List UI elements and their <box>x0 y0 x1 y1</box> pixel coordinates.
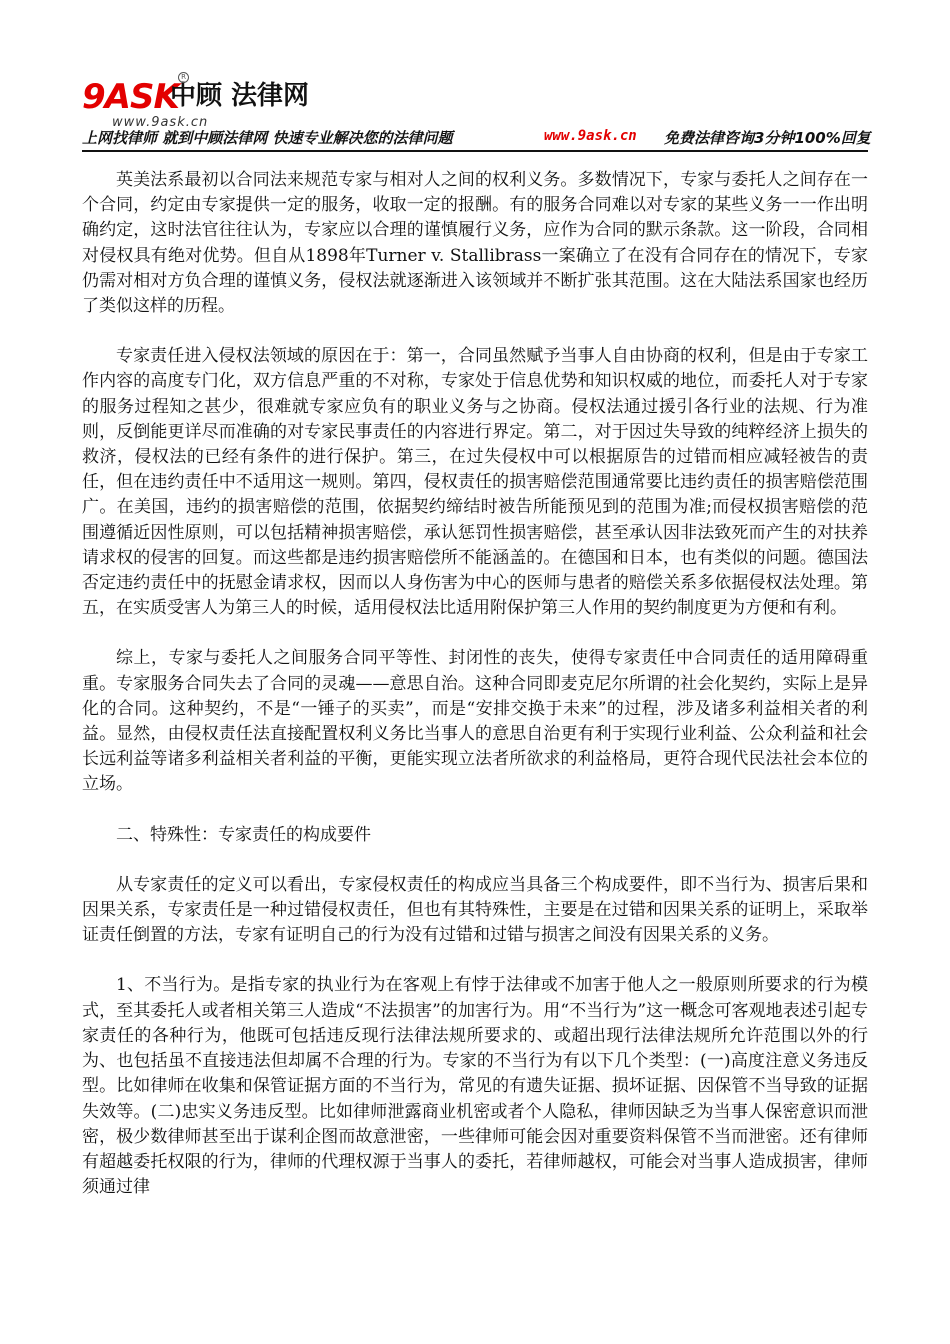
free-consult-text: 免费法律咨询3分钟100%回复 <box>664 129 871 147</box>
header-tagline: 上网找律师 就到中顾法律网 快速专业解决您的法律问题 <box>82 129 453 147</box>
page-header <box>0 0 950 160</box>
site-logo[interactable] <box>82 70 322 130</box>
header-divider <box>82 150 868 152</box>
paragraph: 1、不当行为。是指专家的执业行为在客观上有悖于法律或不加害于他人之一般原则所要求的行为模式，至其委托人或者相关第三人造成“不法损害”的加害行为。用“不当行为”这一概念可客观地表述引起专家责任的各种行为，他既可包括违反现行法律法规所要求的、或超出现行法律法规所允许范围以外的行为、也包括虽不直接违法但却属不合理的行为。专家的不当行为有以下几个类型：(一)高度注意义务违反型。比如律师在收集和保管证据方面的不当行为，常见的有遗失证据、损坏证据、因保管不当导致的证据失效等。(二)忠实义务违反型。比如律师泄露商业机密或者个人隐私，律师因缺乏为当事人保密意识而泄密，极少数律师甚至出于谋利企图而故意泄密，一些律师可能会因对重要资料保管不当而泄密。还有律师有超越委托权限的行为，律师的代理权源于当事人的委托，若律师越权，可能会对当事人造成损害，律师须通过律 <box>82 975 868 1198</box>
paragraph: 专家责任进入侵权法领域的原因在于：第一，合同虽然赋予当事人自由协商的权利，但是由于专家工作内容的高度专门化，双方信息严重的不对称，专家处于信息优势和知识权威的地位，而委托人对于专家的服务过程知之甚少，很难就专家应负有的职业义务与之协商。侵权法通过援引各行业的法规、行为准则，反倒能更详尽而准确的对专家民事责任的内容进行界定。第二，对于因过失导致的纯粹经济上损失的救济，侵权法的已经有条件的进行保护。第三，在过失侵权中可以根据原告的过错而相应减轻被告的责任，但在违约责任中不适用这一规则。第四，侵权责任的损害赔偿范围通常要比违约责任的损害赔偿范围广。在美国，违约的损害赔偿的范围，依据契约缔结时被告所能预见到的范围为准;而侵权损害赔偿的范围遵循近因性原则，可以包括精神损害赔偿，承认惩罚性损害赔偿，甚至承认因非法致死而产生的对扶养请求权的侵害的回复。而这些都是违约损害赔偿所不能涵盖的。在德国和日本，也有类似的问题。德国法否定违约责任中的抚慰金请求权，因而以人身伤害为中心的医师与患者的赔偿关系多依据侵权法处理。第五，在实质受害人为第三人的时候，适用侵权法比适用附保护第三人作用的契约制度更为方便和有利。 <box>82 346 868 619</box>
paragraph: 英美法系最初以合同法来规范专家与相对人之间的权利义务。多数情况下，专家与委托人之间存在一个合同，约定由专家提供一定的服务，收取一定的报酬。有的服务合同难以对专家的某些义务一一作出明确约定，这时法官往往认为，专家应以合理的谨慎履行义务，应作为合同的默示条款。这一阶段，合同相对侵权具有绝对优势。但自从1898年Turner v. Stallibrass一案确立了在没有合同存在的情况下，专家仍需对相对方负合理的谨慎义务，侵权法就逐渐进入该领域并不断扩张其范围。这在大陆法系国家也经历了类似这样的历程。 <box>82 170 868 317</box>
registered-mark-icon: R <box>178 72 189 83</box>
section-heading: 二、特殊性：专家责任的构成要件 <box>116 824 371 845</box>
site-link[interactable]: www.9ask.cn <box>544 128 637 144</box>
logo-url: www.9ask.cn <box>112 115 209 130</box>
logo-mark: 9ASK <box>82 77 179 117</box>
paragraph: 从专家责任的定义可以看出，专家侵权责任的构成应当具备三个构成要件，即不当行为、损害后果和因果关系，专家责任是一种过错侵权责任，但也有其特殊性，主要是在过错和因果关系的证明上，采取举证责任倒置的方法，专家有证明自己的行为没有过错和过错与损害之间没有因果关系的义务。 <box>82 874 868 946</box>
document-body <box>82 168 868 1225</box>
logo-name: 中顾 法律网 <box>170 81 310 111</box>
paragraph: 综上，专家与委托人之间服务合同平等性、封闭性的丧失，使得专家责任中合同责任的适用障碍重重。专家服务合同失去了合同的灵魂——意思自治。这种合同即麦克尼尔所谓的社会化契约，实际上是异化的合同。这种契约，不是“一锤子的买卖”，而是“安排交换于未来”的过程，涉及诸多利益相关者的利益。显然，由侵权责任法直接配置权利义务比当事人的意思自治更有利于实现行业利益、公众利益和社会长远利益等诸多利益相关者利益的平衡，更能实现立法者所欲求的利益格局，更符合现代民法社会本位的立场。 <box>82 648 868 795</box>
